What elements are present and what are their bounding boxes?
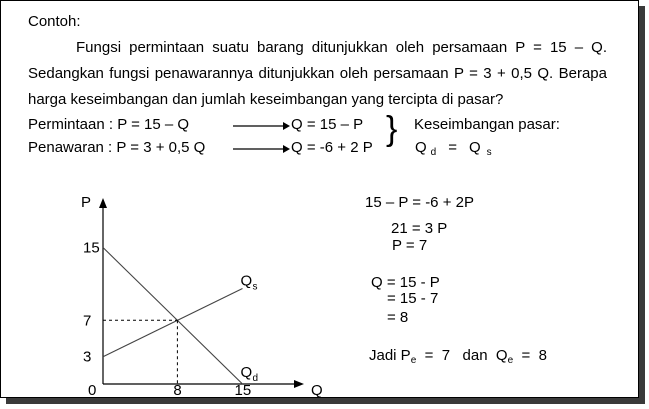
- solution-conclusion: Jadi $P_e = 7$ dan $Q_e = 8$: [369, 347, 547, 366]
- problem-line-1: Fungsi permintaan suatu barang ditunjukkan oleh persamaan P = 15 – Q.: [76, 39, 607, 56]
- supply-equation: Penawaran : P = 3 + 0,5 Q: [28, 139, 206, 156]
- y-tick-label: 3: [83, 348, 92, 366]
- series-label-qd-sub: d: [252, 373, 259, 384]
- heading: Contoh:: [28, 13, 81, 30]
- problem-line-3: harga keseimbangan dan jumlah keseimbangan yang tercipta di pasar?: [28, 91, 504, 108]
- equilibrium-condition: Q $_d$ = Q $_s$: [415, 139, 492, 158]
- y-axis-label: P: [81, 194, 92, 211]
- brace-icon: }: [386, 110, 398, 148]
- demand-equation: Permintaan : P = 15 – Q: [28, 116, 190, 133]
- x-axis-label: Q: [311, 382, 323, 399]
- x-axis-arrow-icon: [294, 380, 304, 388]
- y-tick-label: 15: [83, 239, 100, 257]
- arrow-right-icon: [283, 145, 290, 153]
- supply-demand-chart: [71, 186, 341, 401]
- arrow-right-icon: [283, 122, 290, 130]
- solution-line-6: = 8: [387, 309, 409, 326]
- demand-result: Q = 15 – P: [291, 116, 364, 133]
- series-line-qd: [103, 248, 243, 385]
- origin-label: 0: [88, 382, 97, 399]
- x-tick-label: 15: [234, 382, 252, 399]
- solution-line-4: Q = 15 - P: [371, 274, 440, 291]
- problem-line-2: Sedangkan fungsi penawarannya ditunjukkan oleh persamaan P = 3 + 0,5 Q. Berapa: [28, 65, 607, 82]
- solution-line-1: 15 – P = -6 + 2P: [365, 194, 474, 211]
- series-label-qs-sub: s: [252, 281, 258, 293]
- solution-line-2: 21 = 3 P: [391, 220, 448, 237]
- solution-line-3: P = 7: [392, 237, 428, 254]
- series-label-qs: Q: [240, 272, 253, 290]
- solution-line-5: = 15 - 7: [387, 290, 439, 307]
- equilibrium-title: Keseimbangan pasar:: [414, 116, 560, 133]
- supply-result: Q = -6 + 2 P: [291, 139, 373, 156]
- arrows: [231, 119, 291, 159]
- series-line-qs: [103, 288, 243, 356]
- y-axis-arrow-icon: [99, 198, 107, 208]
- series-label-qd: Q: [240, 364, 253, 381]
- y-tick-label: 7: [83, 312, 92, 330]
- x-tick-label: 8: [173, 382, 182, 399]
